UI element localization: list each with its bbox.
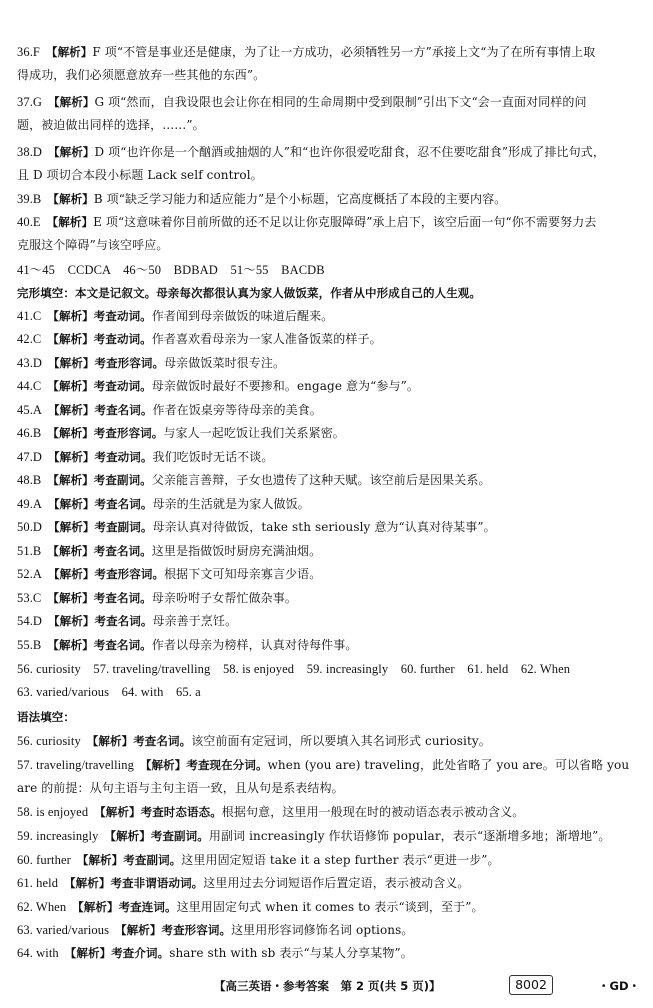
answer-item-37-cont: 题，被迫做出同样的选择，……”。 bbox=[17, 118, 205, 132]
analysis-tag: 【解析】 bbox=[48, 450, 95, 464]
analysis-tag: 【解析】 bbox=[48, 497, 95, 511]
answer-item-38-cont: 且 D 项切合本段小标题 Lack self control。 bbox=[17, 168, 263, 182]
test-point: 考查副词。 bbox=[94, 520, 153, 534]
grammar-answers-line-1: 56. curiosity 57. traveling/travelling 58. is enjoyed 59. increasingly 60. further 61. held 62. When bbox=[17, 662, 571, 676]
answer-explanation: 这里用过去分词短语作后置定语，表示被动含义。 bbox=[203, 876, 470, 890]
answer-item-39 bbox=[17, 188, 643, 211]
analysis-tag: 【解析】 bbox=[48, 614, 95, 628]
answer-number: 63. varied/various bbox=[17, 923, 110, 937]
answer-number: 59. increasingly bbox=[17, 829, 99, 843]
answer-number: 56. curiosity bbox=[17, 734, 81, 748]
analysis-tag: 【解析】 bbox=[47, 426, 94, 440]
test-point: 考查现在分词。 bbox=[186, 758, 268, 772]
answer-item-36 bbox=[17, 41, 643, 64]
answer-number: 36.F bbox=[17, 45, 40, 59]
grammar-item-58 bbox=[17, 801, 643, 824]
analysis-tag: 【解析】 bbox=[64, 876, 111, 890]
answer-number: 43.D bbox=[17, 356, 43, 370]
test-point: 考查名词。 bbox=[93, 638, 152, 652]
grammar-heading: 语法填空： bbox=[17, 710, 75, 724]
test-point: 考查名词。 bbox=[93, 544, 152, 558]
analysis-tag: 【解析】 bbox=[47, 379, 94, 393]
test-point: 考查名词。 bbox=[94, 497, 153, 511]
grammar-item-56 bbox=[17, 730, 643, 753]
analysis-tag: 【解析】 bbox=[115, 923, 162, 937]
analysis-tag: 【解析】 bbox=[86, 734, 134, 748]
answer-item-45 bbox=[17, 399, 643, 422]
answer-item-50 bbox=[17, 516, 643, 539]
test-point: 考查动词。 bbox=[93, 379, 152, 393]
test-point: 考查形容词。 bbox=[93, 426, 164, 440]
analysis-tag: 【解析】 bbox=[46, 215, 94, 229]
answer-number: 38.D bbox=[17, 145, 43, 159]
footer-code-box: 8002 bbox=[509, 975, 553, 995]
answer-item-36-cont: 得成功，我们必须愿意放弃一些其他的东西”。 bbox=[17, 68, 266, 82]
answer-explanation: 与家人一起吃饭让我们关系紧密。 bbox=[163, 426, 345, 440]
answer-item-53 bbox=[17, 587, 643, 610]
grammar-answers-line-2: 63. varied/various 64. with 65. a bbox=[17, 685, 201, 699]
test-point: 考查形容词。 bbox=[94, 356, 165, 370]
answer-number: 52.A bbox=[17, 567, 43, 581]
analysis-tag: 【解析】 bbox=[76, 853, 124, 867]
answer-number: 42.C bbox=[17, 332, 42, 346]
test-point: 考查动词。 bbox=[93, 332, 152, 346]
answer-number: 61. held bbox=[17, 876, 59, 890]
answer-number: 64. with bbox=[17, 946, 59, 960]
answer-number: 47.D bbox=[17, 450, 43, 464]
answer-explanation: 该空前面有定冠词，所以要填入其名词形式 curiosity。 bbox=[191, 734, 491, 748]
analysis-tag: 【解析】 bbox=[48, 520, 95, 534]
answer-explanation: 用副词 increasingly 作状语修饰 popular，表示“逐渐增多地；渐增地”。 bbox=[208, 829, 611, 843]
test-point: 考查形容词。 bbox=[94, 567, 165, 581]
answer-item-46 bbox=[17, 422, 643, 445]
test-point: 考查名词。 bbox=[94, 403, 153, 417]
answer-explanation: 作者闻到母亲做饭的味道后醒来。 bbox=[151, 309, 334, 323]
answer-explanation: 作者以母亲为榜样，认真对待每件事。 bbox=[151, 638, 358, 652]
analysis-tag: 【解析】 bbox=[64, 946, 112, 960]
footer-page-info: 【高三英语・参考答案 第 2 页(共 5 页)】 bbox=[214, 979, 441, 993]
test-point: 考查副词。 bbox=[93, 473, 152, 487]
answer-number: 40.E bbox=[17, 215, 41, 229]
answer-explanation: E 项“这意味着你目前所做的还不足以让你克服障碍”承上启下，该空后面一句“你不需要努力去 bbox=[93, 215, 597, 229]
answer-item-41 bbox=[17, 305, 643, 328]
grammar-item-61 bbox=[17, 872, 643, 895]
answer-explanation: 母亲做饭菜时很专注。 bbox=[164, 356, 286, 370]
answer-explanation: when (you are) traveling，此处省略了 you are。可以省略 you bbox=[267, 758, 630, 772]
test-point: 考查动词。 bbox=[93, 309, 152, 323]
grammar-item-64 bbox=[17, 942, 643, 965]
answer-item-55 bbox=[17, 634, 643, 657]
grammar-item-62 bbox=[17, 896, 643, 919]
answer-number: 55.B bbox=[17, 638, 42, 652]
answer-item-38 bbox=[17, 141, 643, 164]
answer-number: 37.G bbox=[17, 95, 43, 109]
answer-number: 51.B bbox=[17, 544, 42, 558]
analysis-tag: 【解析】 bbox=[47, 192, 94, 206]
page-footer bbox=[0, 973, 653, 999]
analysis-tag: 【解析】 bbox=[47, 309, 94, 323]
grammar-item-57-cont: are 的前提：从句主语与主句主语一致，且从句是系表结构。 bbox=[17, 781, 344, 795]
analysis-tag: 【解析】 bbox=[139, 758, 187, 772]
answer-explanation: 母亲善于烹饪。 bbox=[152, 614, 238, 628]
test-point: 考查非谓语动词。 bbox=[110, 876, 204, 890]
analysis-tag: 【解析】 bbox=[47, 473, 94, 487]
answer-item-54 bbox=[17, 610, 643, 633]
answer-summary-line: 41～45 CCDCA 46～50 BDBAD 51～55 BACDB bbox=[17, 263, 325, 277]
answer-explanation: 根据句意，这里用一般现在时的被动语态表示被动含义。 bbox=[221, 805, 525, 819]
answer-explanation: share sth with sb 表示“与某人分享某物”。 bbox=[169, 946, 413, 960]
grammar-item-59 bbox=[17, 825, 643, 848]
answer-explanation: G 项“然而，自我设限也会让你在相同的生命周期中受到限制”引出下文“会一直面对同样的问 bbox=[94, 95, 587, 109]
answer-explanation: 这里用固定句式 when it comes to 表示“谈到，至于”。 bbox=[176, 900, 484, 914]
answer-number: 50.D bbox=[17, 520, 43, 534]
analysis-tag: 【解析】 bbox=[48, 95, 95, 109]
answer-number: 46.B bbox=[17, 426, 42, 440]
test-point: 考查副词。 bbox=[123, 853, 182, 867]
answer-explanation: 母亲做饭时最好不要掺和。engage 意为“参与”。 bbox=[151, 379, 419, 393]
answer-item-44 bbox=[17, 375, 643, 398]
test-point: 考查动词。 bbox=[94, 450, 153, 464]
footer-mark: ・GD・ bbox=[598, 979, 640, 993]
answer-item-51 bbox=[17, 540, 643, 563]
test-point: 考查副词。 bbox=[150, 829, 209, 843]
answer-explanation: 作者在饭桌旁等待母亲的美食。 bbox=[152, 403, 322, 417]
answer-explanation: 这里用形容词修饰名词 options。 bbox=[231, 923, 414, 937]
answer-explanation: 父亲能言善辩，子女也遗传了这种天赋。该空前后是因果关系。 bbox=[151, 473, 491, 487]
answer-number: 48.B bbox=[17, 473, 42, 487]
test-point: 考查时态语态。 bbox=[140, 805, 222, 819]
test-point: 考查介词。 bbox=[111, 946, 170, 960]
analysis-tag: 【解析】 bbox=[104, 829, 151, 843]
answer-number: 60. further bbox=[17, 853, 71, 867]
grammar-item-60 bbox=[17, 849, 643, 872]
analysis-tag: 【解析】 bbox=[94, 805, 141, 819]
answer-explanation: 母亲认真对待做饭，take sth seriously 意为“认真对待某事”。 bbox=[152, 520, 496, 534]
answer-number: 44.C bbox=[17, 379, 42, 393]
analysis-tag: 【解析】 bbox=[47, 638, 94, 652]
answer-item-40-cont: 克服这个障碍”与该空呼应。 bbox=[17, 238, 169, 252]
answer-item-48 bbox=[17, 469, 643, 492]
answer-explanation: 我们吃饭时无话不谈。 bbox=[152, 450, 274, 464]
answer-number: 45.A bbox=[17, 403, 43, 417]
answer-item-47 bbox=[17, 446, 643, 469]
answer-number: 62. When bbox=[17, 900, 67, 914]
analysis-tag: 【解析】 bbox=[48, 567, 95, 581]
answer-explanation: 作者喜欢看母亲为一家人准备饭菜的样子。 bbox=[151, 332, 382, 346]
answer-number: 57. traveling/travelling bbox=[17, 758, 134, 772]
cloze-heading: 完形填空：本文是记叙文。母亲每次都很认真为家人做饭菜，作者从中形成自己的人生观。 bbox=[17, 286, 481, 300]
answer-item-43 bbox=[17, 352, 643, 375]
answer-explanation: B 项“缺乏学习能力和适应能力”是个小标题，它高度概括了本段的主要内容。 bbox=[93, 192, 507, 206]
grammar-item-63 bbox=[17, 919, 643, 942]
answer-explanation: D 项“也许你是一个酗酒或抽烟的人”和“也许你很爱吃甜食，忍不住要吃甜食”形成了排比句式， bbox=[94, 145, 605, 159]
answer-item-40 bbox=[17, 211, 643, 234]
analysis-tag: 【解析】 bbox=[47, 591, 94, 605]
analysis-tag: 【解析】 bbox=[47, 332, 94, 346]
analysis-tag: 【解析】 bbox=[48, 356, 95, 370]
answer-explanation: 母亲的生活就是为家人做饭。 bbox=[152, 497, 310, 511]
answer-item-42 bbox=[17, 328, 643, 351]
answer-explanation: 母亲吩咐子女帮忙做杂事。 bbox=[151, 591, 297, 605]
answer-number: 53.C bbox=[17, 591, 42, 605]
test-point: 考查名词。 bbox=[93, 591, 152, 605]
answer-explanation: 根据下文可知母亲寡言少语。 bbox=[164, 567, 322, 581]
answer-explanation: F 项“不管是事业还是健康，为了让一方成功，必须牺牲另一方”承接上文“为了在所有事情上取 bbox=[92, 45, 596, 59]
answer-number: 54.D bbox=[17, 614, 43, 628]
test-point: 考查形容词。 bbox=[161, 923, 232, 937]
answer-number: 58. is enjoyed bbox=[17, 805, 89, 819]
answer-item-52 bbox=[17, 563, 643, 586]
answer-number: 39.B bbox=[17, 192, 42, 206]
test-point: 考查名词。 bbox=[133, 734, 192, 748]
analysis-tag: 【解析】 bbox=[48, 145, 95, 159]
answer-explanation: 这里用固定短语 take it a step further 表示“更进一步”。 bbox=[181, 853, 500, 867]
analysis-tag: 【解析】 bbox=[45, 45, 93, 59]
answer-number: 49.A bbox=[17, 497, 43, 511]
grammar-item-57 bbox=[17, 754, 643, 777]
test-point: 考查名词。 bbox=[94, 614, 153, 628]
answer-item-49 bbox=[17, 493, 643, 516]
analysis-tag: 【解析】 bbox=[72, 900, 119, 914]
analysis-tag: 【解析】 bbox=[48, 403, 95, 417]
answer-explanation: 这里是指做饭时厨房充满油烟。 bbox=[151, 544, 322, 558]
answer-number: 41.C bbox=[17, 309, 42, 323]
test-point: 考查连词。 bbox=[118, 900, 177, 914]
analysis-tag: 【解析】 bbox=[47, 544, 94, 558]
answer-item-37 bbox=[17, 91, 643, 114]
